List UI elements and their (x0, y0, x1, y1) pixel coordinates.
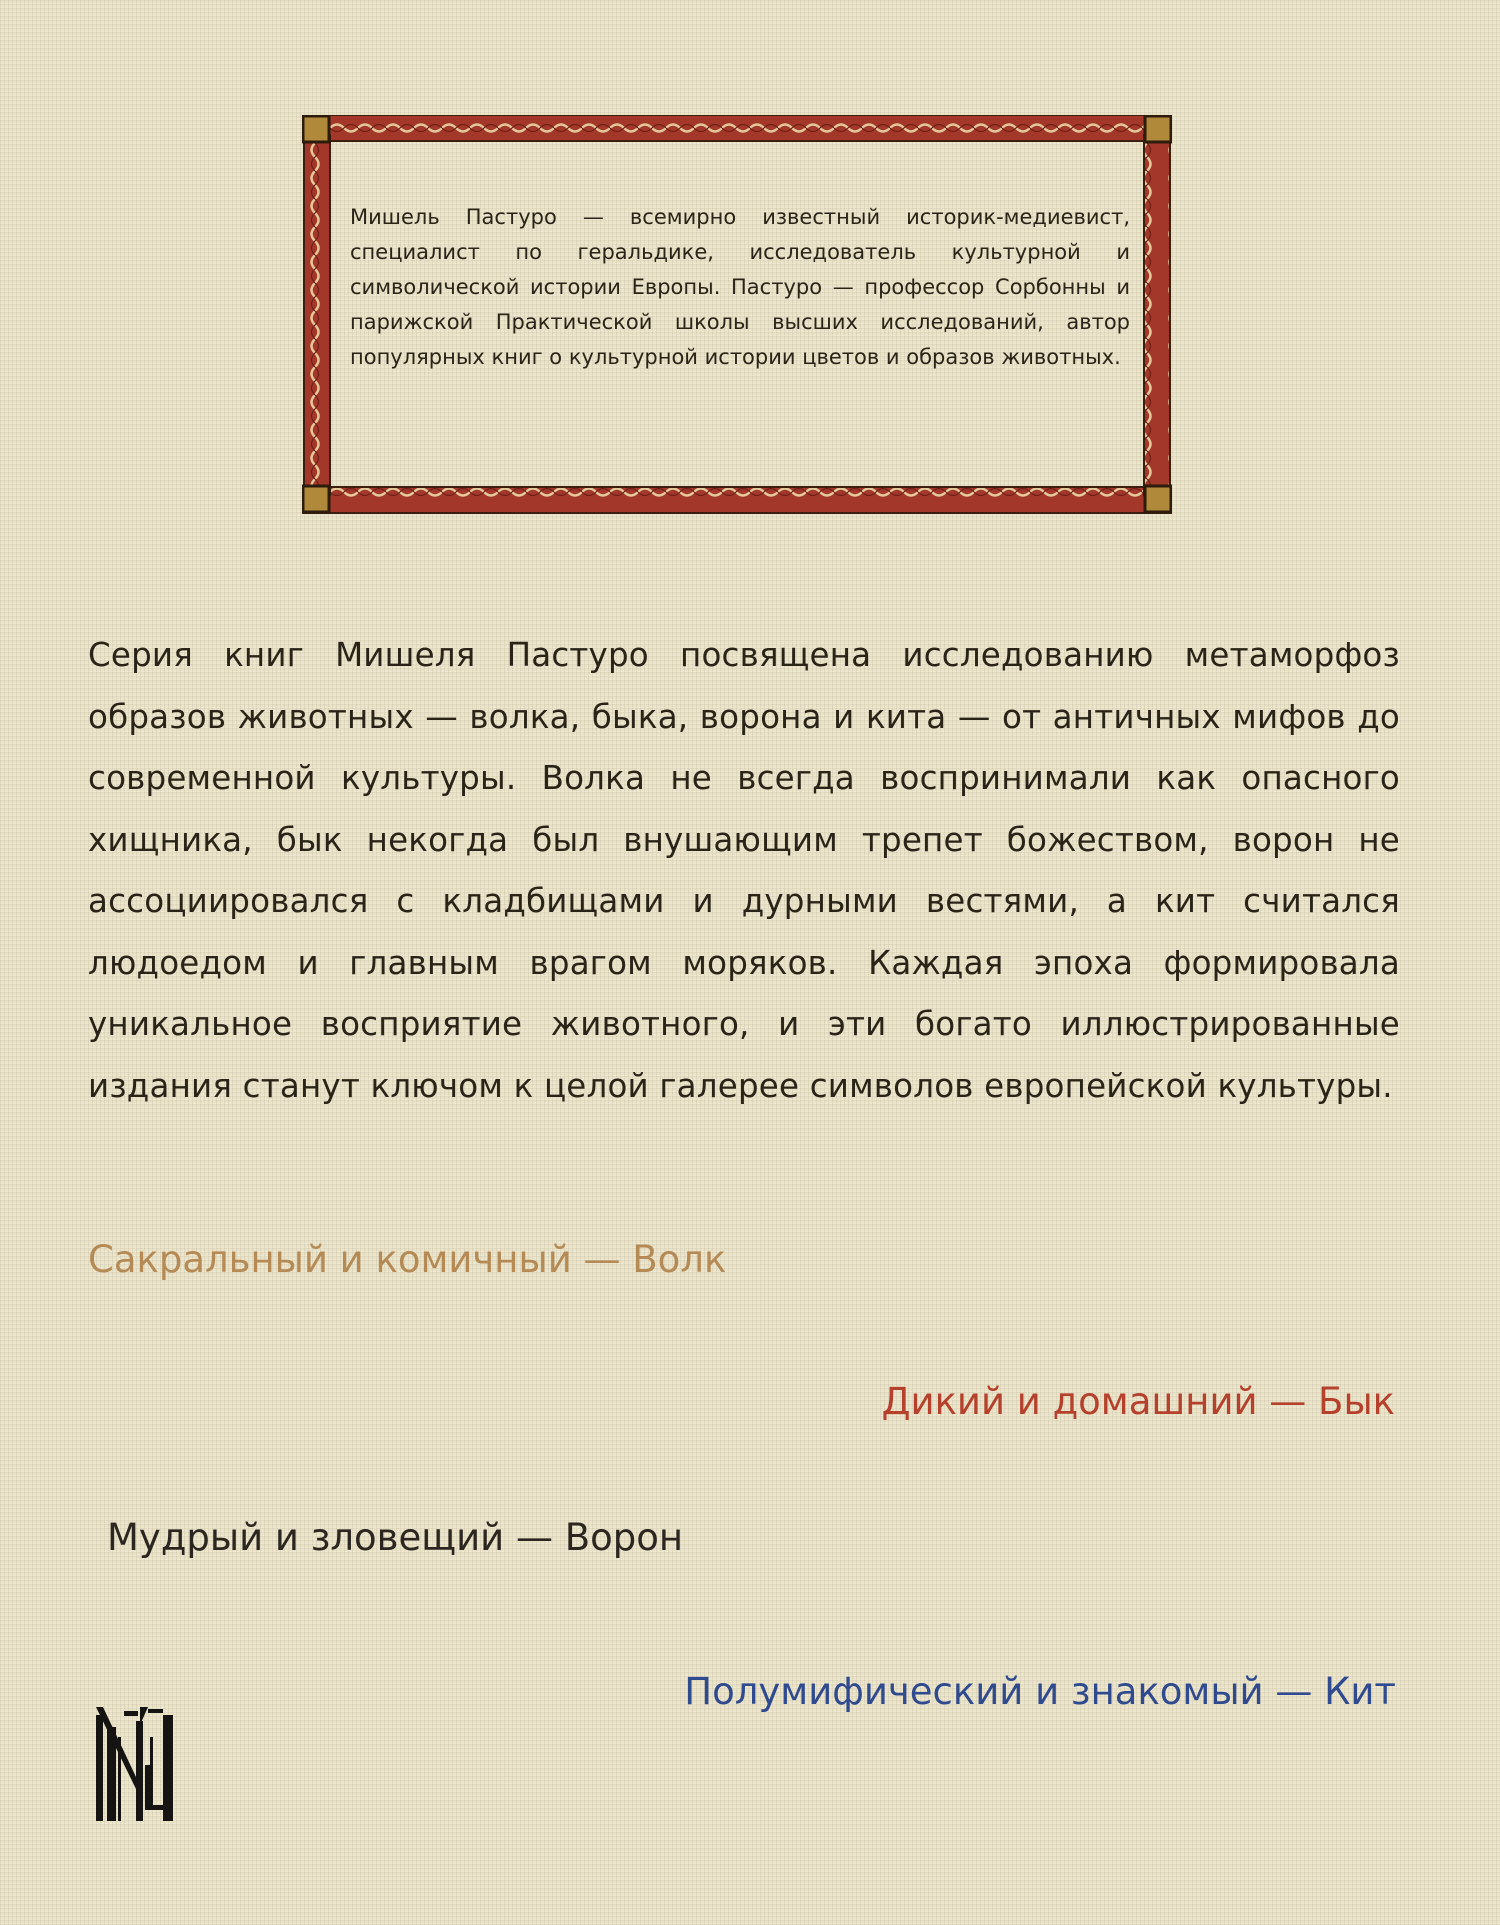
book-title-wolf: Сакральный и комичный — Волк (88, 1238, 727, 1281)
book-title-bull: Дикий и домашний — Бык (881, 1380, 1395, 1423)
book-title-whale: Полумифический и знакомый — Кит (684, 1670, 1396, 1713)
author-bio: Мишель Пастуро — всемирно известный историк-медиевист, специалист по геральдике, исследователь культурной и символической истории Европы. Пастуро — профессор Сорбонны и парижской Практической школы высших исследований, автор популярных книг о культурной истории цветов и образов животных. (350, 205, 1130, 369)
publisher-logo-icon (96, 1707, 176, 1825)
book-title-raven: Мудрый и зловещий — Ворон (107, 1516, 684, 1559)
series-description: Серия книг Мишеля Пастуро посвящена исследованию метаморфоз образов животных — волка, быка, ворона и кита — от античных мифов до современной культуры. Волка не всегда воспринимали как опасного хищника, бык некогда был внушающим трепет божеством, ворон не ассоциировался с кладбищами и дурными вестями, а кит считался людоедом и главным врагом моряков. Каждая эпоха формировала уникальное восприятие животного, и эти богато иллюстрированные издания станут ключом к целой галерее символов европейской культуры. (88, 636, 1400, 1105)
